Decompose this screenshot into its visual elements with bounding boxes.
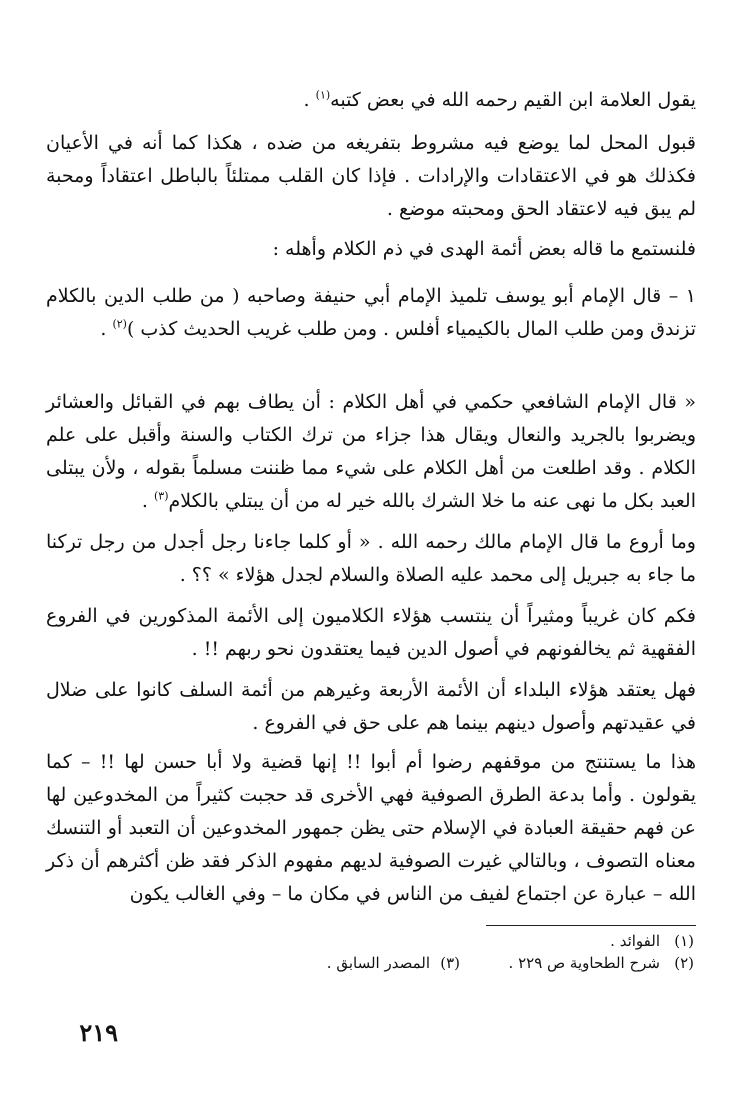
paragraph-sufi: هذا ما يستنتج من موقفهم رضوا أم أبوا !! إنها قضية ولا أبا حسن لها !! – كما يقولون . وأما بدعة الطرق الصوفية فهي الأخرى قد حجبت كثيراً من المخدوعين لها عن فهم حقيقة العبادة في الإسلام حتى يظن جمهور المخدوعين أن التعبد أو التنسك معناه التصوف ، وبالتالي غيرت الصوفية لديهم مفهوم الذكر فقد ظن أكثرهم أن ذكر الله – عبارة عن اجتماع لفيف من الناس في مكان ما – وفي الغالب يكون <box>46 751 696 905</box>
footnote-ref-3: (٣) <box>154 489 169 503</box>
footnote-2-text: شرح الطحاوية ص ٢٢٩ . <box>508 954 660 972</box>
paragraph-shafii-end: . <box>141 490 154 512</box>
footnote-1-text: الفوائد . <box>610 932 660 950</box>
paragraph-abu-yusuf-text: ١ – قال الإمام أبو يوسف تلميذ الإمام أبي حنيفة وصاحبه ( من طلب الدين بالكلام تزندق ومن طلب المال بالكيمياء أفلس . ومن طلب غريب الحديث كذب ) <box>46 285 696 340</box>
paragraph-quote-ibn-qayyim: قبول المحل لما يوضع فيه مشروط بتفريغه من ضده ، هكذا كما أنه في الأعيان فكذلك هو في الاعتقادات والإرادات . فإذا كان القلب ممتلئاً بالباطل اعتقاداً ومحبة لم يبق فيه لاعتقاد الحق ومحبته موضع . <box>46 132 696 220</box>
paragraph-balada: فهل يعتقد هؤلاء البلداء أن الأئمة الأربعة وغيرهم من أئمة السلف كانوا على ضلال في عقيدتهم وأصول دينهم بينما هم على حق في الفروع . <box>46 679 696 734</box>
footnotes <box>46 930 694 974</box>
footnote-3-text: المصدر السابق . <box>326 954 430 972</box>
footnote-row-2-3 <box>46 952 694 974</box>
footnote-2-number: (٢) <box>674 954 694 972</box>
paragraph-lead-in: فلنستمع ما قاله بعض أئمة الهدى في ذم الكلام وأهله : <box>272 238 696 260</box>
footnote-1-number: (١) <box>674 932 694 950</box>
paragraph-abu-yusuf <box>46 280 696 346</box>
paragraph-shafii <box>46 386 696 518</box>
paragraph-shafii-text: « قال الإمام الشافعي حكمي في أهل الكلام : أن يطاف بهم في القبائل والعشائر ويضربوا بالجريد والنعال ويقال هذا جزاء من ترك الكتاب والسنة وأقبل على علم الكلام . وقد اطلعت من أهل الكلام على شيء مما ظننت مسلماً بقوله ، ولأن يبتلى العبد بكل ما نهى عنه ما خلا الشرك بالله خير له من أن يبتلي بالكلام <box>46 391 696 512</box>
paragraph-intro-text: يقول العلامة ابن القيم رحمه الله في بعض كتبه <box>330 89 696 111</box>
paragraph-abu-yusuf-end: . <box>100 318 113 340</box>
paragraph-intro <box>46 84 696 117</box>
paragraph-kalamiyyun: فكم كان غريباً ومثيراً أن ينتسب هؤلاء الكلاميون إلى الأئمة المذكورين في الفروع الفقهية ثم يخالفونهم في أصول الدين فيما يعتقدون نحو ربهم !! . <box>46 605 696 660</box>
footnote-ref-1: (١) <box>315 88 331 102</box>
page-number: ٢١٩ <box>79 1018 118 1047</box>
paragraph-intro-end: . <box>303 89 316 111</box>
footnote-ref-2: (٢) <box>112 317 127 331</box>
footnote-3-number: (٣) <box>440 954 460 972</box>
footnote-divider <box>486 925 696 926</box>
paragraph-malik: وما أروع ما قال الإمام مالك رحمه الله . « أو كلما جاءنا رجل أجدل من رجل تركنا ما جاء به جبريل إلى محمد عليه الصلاة والسلام لجدل هؤلاء » ؟؟ . <box>46 531 696 586</box>
footnote-1 <box>46 930 694 952</box>
